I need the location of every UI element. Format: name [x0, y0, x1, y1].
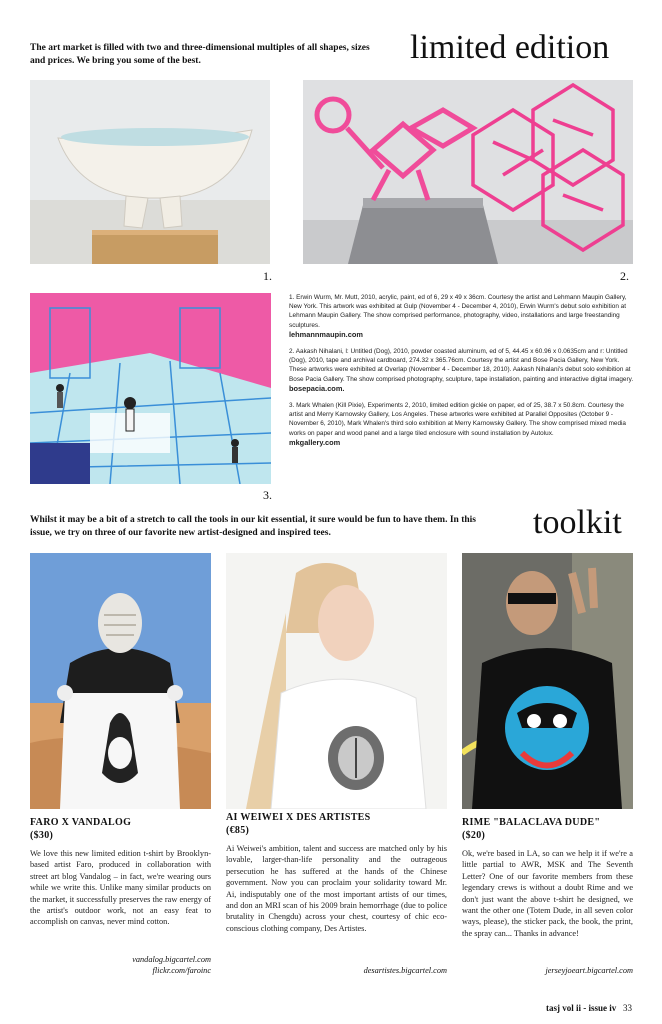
photo-faro-vandalog-tee	[30, 553, 211, 809]
page-number: 33	[623, 1003, 632, 1013]
product-1-title	[30, 816, 211, 842]
artwork-captions	[289, 293, 635, 455]
page-footer	[546, 1003, 632, 1013]
product-3-description: Ok, we're based in LA, so can we help it if we're a little partial to AWR, MSK and The Seventh Letter? One of our favorite members from these legendary crews is without a doubt Rime and we don't just want the above t-shirt he designed, we want the other one (Totem Dude, in all seven color ways, please), the sticker pack, the book, the print, the spray can... Thanks in advance!	[462, 849, 633, 938]
product-1-name: FARO X VANDALOG	[30, 817, 132, 828]
figure-label-1: 1.	[263, 269, 272, 283]
caption-3-text: 3. Mark Whalen (Kill Pixie), Experiments 2, 2010, limited edition giclée on paper, ed of 25, 38.7 x 50.8cm. Courtesy the artist and Merry Karnowsky Gallery, Los Angeles. These artworks were exhibited at Parallel Opposites (October 9 - November 6, 2010), Mark Whalen's third solo exhibition at Merry Karnowsky Gallery. The show comprised mixed media works on paper and wood panel and a large tiled enclosure with sound installation by Autolux.	[289, 402, 626, 437]
caption-2-text: 2. Aakash Nihalani, l: Untitled (Dog), 2010, powder coasted aluminum, ed of 5, 44.45 x 60.96 x 0.0635cm and r: Untitled (Dog), 2010, tape and archival cardboard, 274.32 x 365.76cm. Courtesy the artist and Bose Pacia Gallery, New York. These artworks were exhibited at Overlap (November 4 - December 18, 2010). Aakash Nihalani's debut solo exhibition at Bose Pacia Gallery. The show comprised photography, sculpture, tape installation, painting and interactive digital imagery.	[289, 348, 634, 383]
product-2-title	[226, 811, 447, 837]
product-2-links	[226, 965, 447, 976]
caption-1-link[interactable]: lehmannmaupin.com	[289, 329, 363, 339]
product-3-links	[462, 965, 633, 976]
caption-2	[289, 347, 635, 394]
product-2-price: (€85)	[226, 825, 250, 836]
photo-mark-whalen-experiments-2	[30, 293, 271, 484]
photo-ai-weiwei-des-artistes-tee	[226, 553, 447, 809]
product-1-links	[30, 954, 211, 976]
caption-3	[289, 401, 635, 448]
limited-edition-title: limited edition	[410, 29, 610, 66]
product-3-name: RIME "BALACLAVA DUDE"	[462, 817, 601, 828]
product-2-link-shop[interactable]: desartistes.bigcartel.com	[363, 966, 447, 975]
photo-aakash-nihalani-untitled-dog	[303, 80, 633, 264]
figure-label-2: 2.	[620, 269, 629, 283]
product-2-name: AI WEIWEI X DES ARTISTES	[226, 812, 371, 823]
figure-label-3: 3.	[263, 488, 272, 502]
product-3-link-shop[interactable]: jerseyjoeart.bigcartel.com	[545, 966, 633, 975]
toolkit-title: toolkit	[533, 504, 622, 541]
caption-1	[289, 293, 635, 340]
publication-name: tasj vol ii - issue iv	[545, 1003, 617, 1013]
product-3-title	[462, 816, 633, 842]
caption-3-link[interactable]: mkgallery.com	[289, 437, 341, 447]
limited-edition-intro: The art market is filled with two and three-dimensional multiples of all shapes, sizes and prices. We bring you some of the best.	[30, 43, 370, 66]
product-1-link-shop[interactable]: vandalog.bigcartel.com	[132, 955, 211, 964]
caption-1-text: 1. Erwin Wurm, Mr. Mutt, 2010, acrylic, paint, ed of 6, 29 x 49 x 36cm. Courtesy the artist and Lehmann Maupin Gallery, New York. This artwork was exhibited at Gulp (November 4 - December 4, 2010), Erwin Wurm's debut solo exhibition at Lehmann Maupin Gallery. The show comprised performance, photography, video, installations and large freestanding sculptures.	[289, 294, 627, 329]
photo-rime-balaclava-dude-tee	[462, 553, 633, 809]
product-3-price: ($20)	[462, 830, 486, 841]
product-2-description: Ai Weiwei's ambition, talent and success are matched only by his lovable, larger-than-life personality and the outrageous persecution he has suffered at the hands of the Chinese government. Now you can proclaim your solidarity toward Mr. Ai, indisputably one of the most important artists of our times, and don an MRI scan of his 2009 brain hemorrhage (due to police brutality in Chengdu) across your chest, courtesy of chic eco-conscious clothing company, Des Artistes.	[226, 844, 447, 933]
product-1-description: We love this new limited edition t-shirt by Brooklyn-based artist Faro, produced in collaboration with street art blog Vandalog – in fact, we're wearing ours while we write this. Unlike many similar products on the market, it successfully preserves the raw energy of the artist's outdoor work, not an easy feat to accomplish on canvas, never mind cotton.	[30, 849, 211, 927]
product-1-link-flickr[interactable]: flickr.com/faroinc	[152, 966, 211, 975]
photo-erwin-wurm-mr-mutt	[30, 80, 270, 264]
caption-2-link[interactable]: bosepacia.com.	[289, 383, 345, 393]
toolkit-intro: Whilst it may be a bit of a stretch to call the tools in our kit essential, it sure would be fun to have them. In this issue, we try on three of our favorite new artist-designed and inspired tees.	[30, 515, 476, 538]
product-1-price: ($30)	[30, 830, 54, 841]
